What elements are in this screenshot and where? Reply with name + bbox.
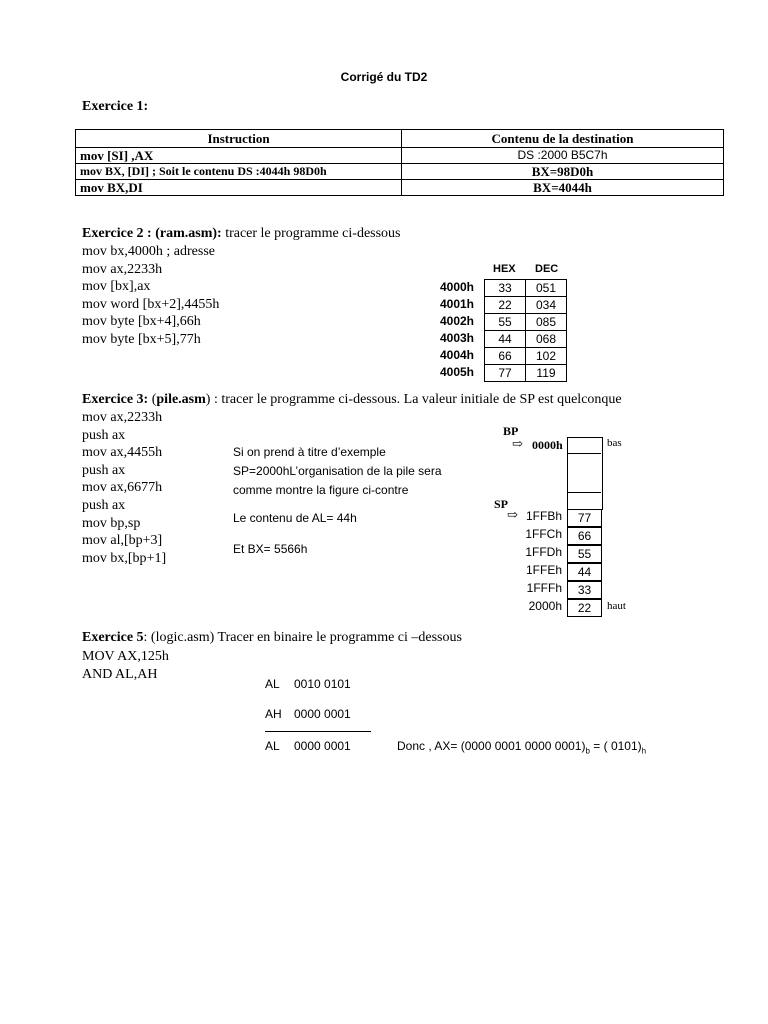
result-bx: Et BX= 5566h	[233, 542, 308, 556]
stack-cell: 55	[567, 545, 602, 563]
exercise-2-heading: Exercice 2 : (ram.asm): tracer le programme ci-dessous	[82, 226, 401, 241]
col-instruction-header: Instruction	[76, 130, 402, 148]
memory-table	[484, 279, 567, 382]
stack-cell: 22	[567, 599, 602, 617]
sum-line	[265, 731, 371, 732]
table-header-row	[76, 130, 724, 148]
code-line: push ax	[82, 427, 126, 443]
memory-row	[485, 297, 567, 314]
ah-value: 0000 0001	[294, 707, 351, 721]
stack-divider	[567, 453, 601, 454]
memory-address: 4004h	[439, 348, 474, 362]
code-line: mov al,[bp+3]	[82, 533, 163, 549]
stack-address: 1FFDh	[525, 545, 562, 559]
instruction-cell: mov BX, [DI] ; Soit le contenu DS :4044h 98D0h	[76, 164, 402, 180]
exercise-3-code	[82, 409, 166, 567]
code-line: mov byte [bx+4],66h	[82, 314, 201, 330]
hex-cell: 22	[485, 297, 526, 314]
instruction-table	[75, 129, 724, 196]
memory-row	[485, 331, 567, 348]
result-value: 0000 0001	[294, 739, 351, 753]
code-line: mov [bx],ax	[82, 279, 151, 295]
exercise-2-code	[82, 243, 219, 349]
stack-empty-area	[567, 437, 603, 510]
stack-address: 1FFEh	[525, 563, 562, 577]
dec-cell: 068	[526, 331, 567, 348]
hex-cell: 77	[485, 365, 526, 382]
instruction-cell: mov [SI] ,AX	[76, 148, 402, 164]
table-row	[76, 180, 724, 196]
exercise-5-heading: Exercice 5: (logic.asm) Tracer en binaire le programme ci –dessous	[82, 630, 462, 645]
dec-cell: 034	[526, 297, 567, 314]
stack-divider	[567, 492, 601, 493]
stack-cell: 77	[567, 509, 602, 527]
stack-note: Si on prend à titre d’exemple SP=2000hL’organisation de la pile sera comme montre la figure ci-contre	[233, 445, 442, 497]
haut-label: haut	[607, 600, 626, 612]
hex-cell: 66	[485, 348, 526, 365]
memory-address: 4001h	[439, 297, 474, 311]
memory-address: 4003h	[439, 331, 474, 345]
dec-cell: 051	[526, 280, 567, 297]
code-line: AND AL,AH	[82, 666, 158, 682]
exercise-1-heading: Exercice 1:	[82, 99, 149, 114]
bp-arrow-icon: ⇨	[512, 436, 523, 451]
code-line: mov byte [bx+5],77h	[82, 331, 201, 347]
memory-address: 4002h	[439, 314, 474, 328]
dec-cell: 102	[526, 348, 567, 365]
stack-address: 2000h	[528, 599, 562, 613]
table-row	[76, 148, 724, 164]
destination-cell: BX=98D0h	[402, 164, 724, 180]
ah-label: AH	[265, 707, 282, 721]
col-destination-header: Contenu de la destination	[402, 130, 724, 148]
hex-label: HEX	[493, 263, 516, 275]
code-line: MOV AX,125h	[82, 649, 169, 664]
memory-address: 4000h	[439, 280, 474, 294]
result-al: Le contenu de AL= 44h	[233, 511, 357, 525]
conclusion: Donc , AX= (0000 0001 0000 $0001)_b$ = ( $0101)_h$	[397, 739, 647, 756]
hex-cell: 44	[485, 331, 526, 348]
code-line: mov ax,6677h	[82, 480, 163, 496]
stack-address: 1FFFh	[526, 581, 562, 595]
sp-arrow-icon: ⇨	[507, 507, 518, 522]
memory-row	[485, 348, 567, 365]
dec-cell: 085	[526, 314, 567, 331]
instruction-cell: mov BX,DI	[76, 180, 402, 196]
stack-address: 1FFCh	[525, 527, 562, 541]
code-line: mov bx,[bp+1]	[82, 550, 167, 566]
hex-cell: 33	[485, 280, 526, 297]
result-label: AL	[265, 739, 280, 753]
memory-row	[485, 280, 567, 297]
stack-cell: 44	[567, 563, 602, 581]
exercise-3-heading: Exercice 3: (pile.asm) : tracer le programme ci-dessous. La valeur initiale de SP est quelconque	[82, 392, 622, 407]
bas-label: bas	[607, 437, 622, 449]
al-label: AL	[265, 677, 280, 691]
code-line: mov bx,4000h ; adresse	[82, 244, 215, 259]
code-line: mov ax,2233h	[82, 410, 163, 425]
code-line: mov bp,sp	[82, 515, 141, 531]
memory-row	[485, 365, 567, 382]
hex-cell: 55	[485, 314, 526, 331]
memory-row	[485, 314, 567, 331]
stack-cell: 66	[567, 527, 602, 545]
al-value: 0010 0101	[294, 677, 351, 691]
dec-label: DEC	[535, 263, 559, 275]
bp-label: BP	[503, 424, 519, 438]
code-line: push ax	[82, 497, 126, 513]
code-line: push ax	[82, 462, 126, 478]
stack-cell: 33	[567, 581, 602, 599]
stack-address: 1FFBh	[525, 509, 562, 523]
exercise-5-code	[82, 648, 169, 683]
destination-cell: BX=4044h	[402, 180, 724, 196]
page-title: Corrigé du TD2	[340, 70, 428, 84]
memory-address: 4005h	[439, 365, 474, 379]
sp-label: SP	[494, 497, 509, 511]
code-line: mov ax,4455h	[82, 445, 163, 461]
dec-cell: 119	[526, 365, 567, 382]
bp-address: 0000h	[532, 438, 563, 452]
memory-addresses	[414, 279, 474, 381]
code-line: mov ax,2233h	[82, 261, 163, 277]
code-line: mov word [bx+2],4455h	[82, 296, 220, 312]
destination-cell: DS :2000 B5C7h	[402, 148, 724, 164]
table-row	[76, 164, 724, 180]
